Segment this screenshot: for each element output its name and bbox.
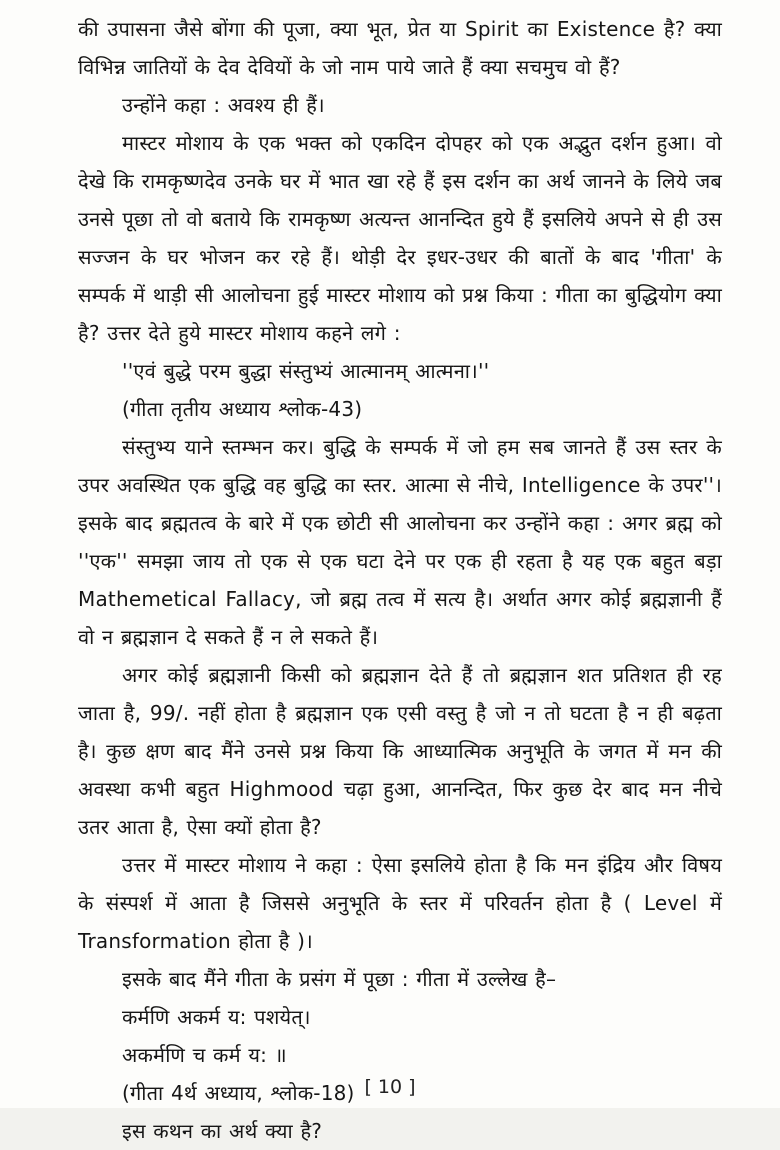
shloka-quote: ''एवं बुद्धे परम बुद्धा संस्तुभ्यं आत्मानम् आत्मना।'' [122,359,490,383]
shloka-line: अकर्मणि च कर्म य: ॥ [122,1043,287,1067]
shloka-reference: (गीता तृतीय अध्याय श्लोक-43) [122,397,363,421]
paragraph: अगर कोई ब्रह्मज्ञानी किसी को ब्रह्मज्ञान देते हैं तो ब्रह्मज्ञान शत प्रतिशत ही रह जाता है, 99/. नहीं होता है ब्रह्मज्ञान एक एसी वस्तु है जो न तो घटता है न ही बढ़ता है। कुछ क्षण बाद मैंने उनसे प्रश्न किया कि आध्यात्मिक अनुभूति के जगत में मन की अवस्था कभी बहुत Highmood चढ़ा हुआ, आनन्दित, फिर कुछ देर बाद मन नीचे उतर आता है, ऐसा क्यों होता है? [78,663,722,839]
page-text-block [78,10,722,1150]
paragraph: मास्टर मोशाय के एक भक्त को एकदिन दोपहर को एक अद्भुत दर्शन हुआ। वो देखे कि रामकृष्णदेव उनके घर में भात खा रहे हैं इस दर्शन का अर्थ जानने के लिये जब उनसे पूछा तो वो बताये कि रामकृष्ण अत्यन्त आनन्दित हुये हैं इसलिये अपने से ही उस सज्जन के घर भोजन कर रहे हैं। थोड़ी देर इधर-उधर की बातों के बाद 'गीता' के सम्पर्क में थाड़ी सी आलोचना हुई मास्टर मोशाय को प्रश्न किया : गीता का बुद्धियोग क्या है? उत्तर देते हुये मास्टर मोशाय कहने लगे : [78,131,722,345]
paragraph-lead-in: इसके बाद मैंने गीता के प्रसंग में पूछा : गीता में उल्लेख है– [122,967,557,991]
closing-question: इस कथन का अर्थ क्या है? [122,1119,323,1143]
paragraph: उत्तर में मास्टर मोशाय ने कहा : ऐसा इसलिये होता है कि मन इंद्रिय और विषय के संस्पर्श में आता है जिससे अनुभूति के स्तर में परिवर्तन होता है ( Level में Transformation होता है )। [78,853,722,953]
dialogue-line: उन्होंने कहा : अवश्य ही हैं। [122,93,325,117]
paragraph-continuation: की उपासना जैसे बोंगा की पूजा, क्या भूत, प्रेत या Spirit का Existence है? क्या विभिन्न जातियों के देव देवियों के जो नाम पाये जाते हैं क्या सचमुच वो हैं? [78,17,722,79]
paragraph: संस्तुभ्य याने स्तम्भन कर। बुद्धि के सम्पर्क में जो हम सब जानते हैं उस स्तर के उपर अवस्थित एक बुद्धि वह बुद्धि का स्तर. आत्मा से नीचे, Intelligence के उपर''। इसके बाद ब्रह्मतत्व के बारे में एक छोटी सी आलोचना कर उन्होंने कहा : अगर ब्रह्म को ''एक'' समझा जाय तो एक से एक घटा देने पर एक ही रहता है यह एक बहुत बड़ा Mathemetical Fallacy, जो ब्रह्म तत्व में सत्य है। अर्थात अगर कोई ब्रह्मज्ञानी हैं वो न ब्रह्मज्ञान दे सकते हैं न ले सकते हैं। [78,435,722,649]
shloka-reference: (गीता 4र्थ अध्याय, श्लोक-18) [122,1081,355,1105]
shloka-line: कर्मणि अकर्म य: पशयेत्। [122,1005,311,1029]
page-number: [ 10 ] [364,1076,416,1098]
